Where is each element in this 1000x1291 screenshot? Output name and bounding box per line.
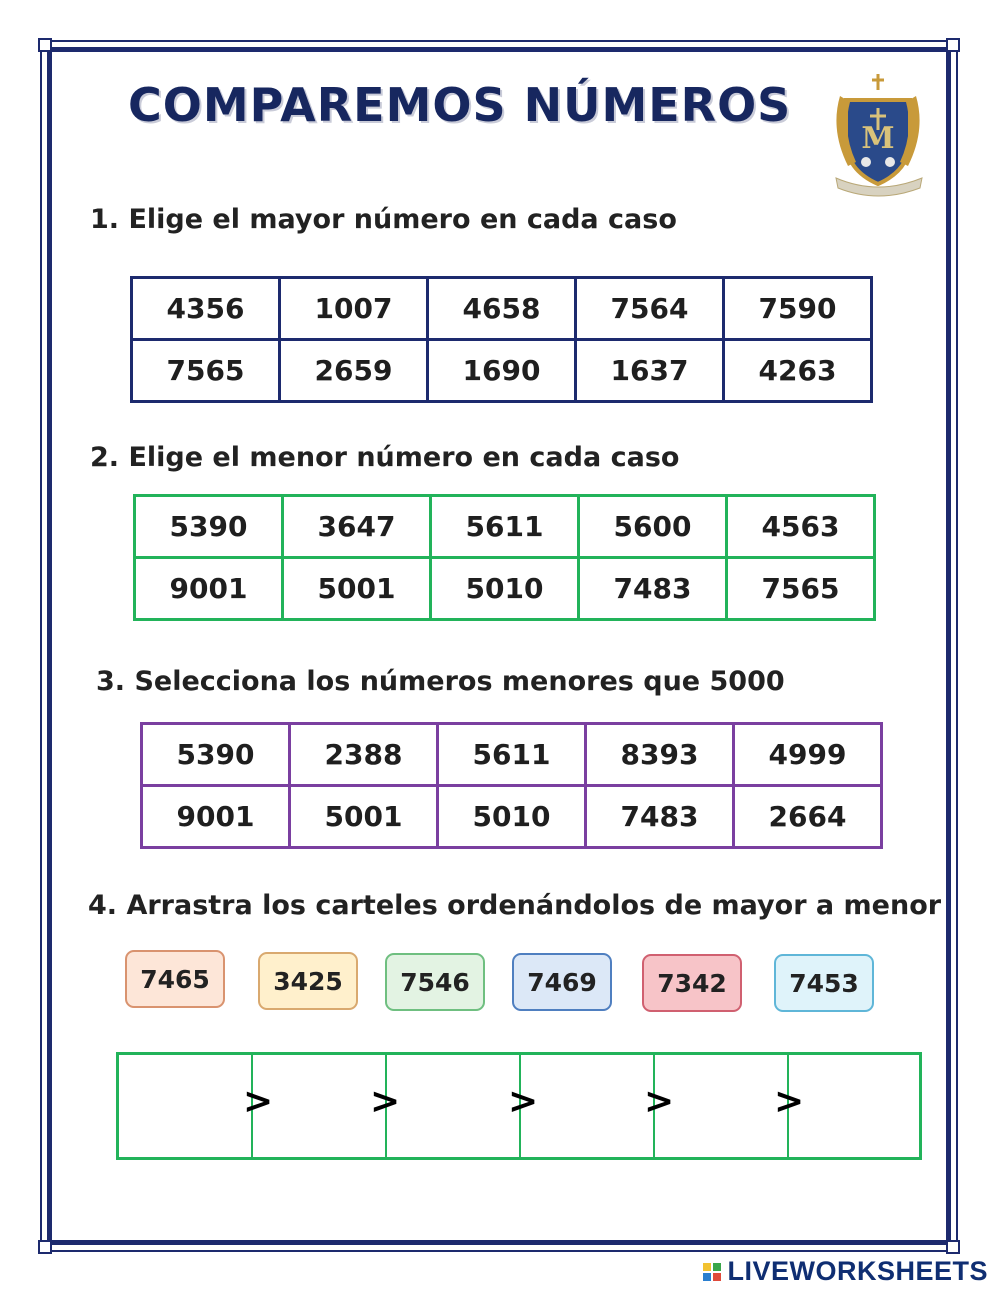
greater-than-symbol: > bbox=[243, 1081, 274, 1122]
drop-slot[interactable] bbox=[521, 1055, 653, 1157]
number-cell[interactable]: 8393 bbox=[586, 724, 734, 786]
drop-slot[interactable] bbox=[655, 1055, 787, 1157]
table-row bbox=[135, 496, 875, 558]
school-crest-icon bbox=[826, 70, 934, 198]
table-row bbox=[135, 558, 875, 620]
question-3-text: 3. Selecciona los números menores que 5000 bbox=[96, 666, 785, 697]
number-cell[interactable]: 5611 bbox=[431, 496, 579, 558]
number-cell[interactable]: 5390 bbox=[142, 724, 290, 786]
draggable-number-card[interactable]: 7453 bbox=[774, 954, 874, 1012]
number-cell[interactable]: 5001 bbox=[283, 558, 431, 620]
number-cell[interactable]: 2659 bbox=[280, 340, 428, 402]
number-cell[interactable]: 7483 bbox=[586, 786, 734, 848]
svg-text:M: M bbox=[861, 121, 895, 156]
number-cell[interactable]: 4263 bbox=[724, 340, 872, 402]
frame-corner bbox=[38, 1240, 52, 1254]
page-title: COMPAREMOS NÚMEROS bbox=[128, 78, 792, 132]
number-cell[interactable]: 4658 bbox=[428, 278, 576, 340]
number-cell[interactable]: 5390 bbox=[135, 496, 283, 558]
drop-slot[interactable] bbox=[119, 1055, 251, 1157]
number-cell[interactable]: 7483 bbox=[579, 558, 727, 620]
number-cell[interactable]: 1690 bbox=[428, 340, 576, 402]
number-cell[interactable]: 4999 bbox=[734, 724, 882, 786]
draggable-number-card[interactable]: 7469 bbox=[512, 953, 612, 1011]
greater-than-symbol: > bbox=[644, 1081, 675, 1122]
number-cell[interactable]: 5010 bbox=[438, 786, 586, 848]
draggable-number-card[interactable]: 3425 bbox=[258, 952, 358, 1010]
number-cell[interactable]: 7565 bbox=[727, 558, 875, 620]
number-cell[interactable]: 5010 bbox=[431, 558, 579, 620]
number-cell[interactable]: 5600 bbox=[579, 496, 727, 558]
frame-corner bbox=[38, 38, 52, 52]
number-cell[interactable]: 5001 bbox=[290, 786, 438, 848]
number-cell[interactable]: 7590 bbox=[724, 278, 872, 340]
question-3-grid bbox=[140, 722, 883, 849]
number-cell[interactable]: 9001 bbox=[142, 786, 290, 848]
table-row bbox=[132, 340, 872, 402]
drop-slot[interactable] bbox=[789, 1055, 919, 1157]
number-cell[interactable]: 1007 bbox=[280, 278, 428, 340]
number-cell[interactable]: 4563 bbox=[727, 496, 875, 558]
drop-slot[interactable] bbox=[387, 1055, 519, 1157]
footer-brand-text: LIVEWORKSHEETS bbox=[727, 1256, 988, 1286]
draggable-number-card[interactable]: 7546 bbox=[385, 953, 485, 1011]
question-4-text: 4. Arrastra los carteles ordenándolos de mayor a menor bbox=[88, 890, 942, 921]
table-row bbox=[142, 786, 882, 848]
greater-than-symbol: > bbox=[370, 1081, 401, 1122]
number-cell[interactable]: 1637 bbox=[576, 340, 724, 402]
greater-than-symbol: > bbox=[774, 1081, 805, 1122]
number-cell[interactable]: 2388 bbox=[290, 724, 438, 786]
greater-than-symbol: > bbox=[508, 1081, 539, 1122]
question-2-grid bbox=[133, 494, 876, 621]
table-row bbox=[142, 724, 882, 786]
number-cell[interactable]: 3647 bbox=[283, 496, 431, 558]
question-1-text: 1. Elige el mayor número en cada caso bbox=[90, 204, 677, 235]
question-1-grid bbox=[130, 276, 873, 403]
draggable-number-card[interactable]: 7342 bbox=[642, 954, 742, 1012]
number-cell[interactable]: 2664 bbox=[734, 786, 882, 848]
draggable-number-card[interactable]: 7465 bbox=[125, 950, 225, 1008]
ordering-drop-area bbox=[116, 1052, 922, 1160]
number-cell[interactable]: 7565 bbox=[132, 340, 280, 402]
number-cell[interactable]: 7564 bbox=[576, 278, 724, 340]
frame-corner bbox=[946, 1240, 960, 1254]
frame-corner bbox=[946, 38, 960, 52]
number-cell[interactable]: 9001 bbox=[135, 558, 283, 620]
table-row bbox=[132, 278, 872, 340]
number-cell[interactable]: 4356 bbox=[132, 278, 280, 340]
liveworksheets-logo-icon bbox=[703, 1263, 721, 1281]
number-cell[interactable]: 5611 bbox=[438, 724, 586, 786]
footer-brand bbox=[703, 1256, 988, 1287]
question-2-text: 2. Elige el menor número en cada caso bbox=[90, 442, 680, 473]
